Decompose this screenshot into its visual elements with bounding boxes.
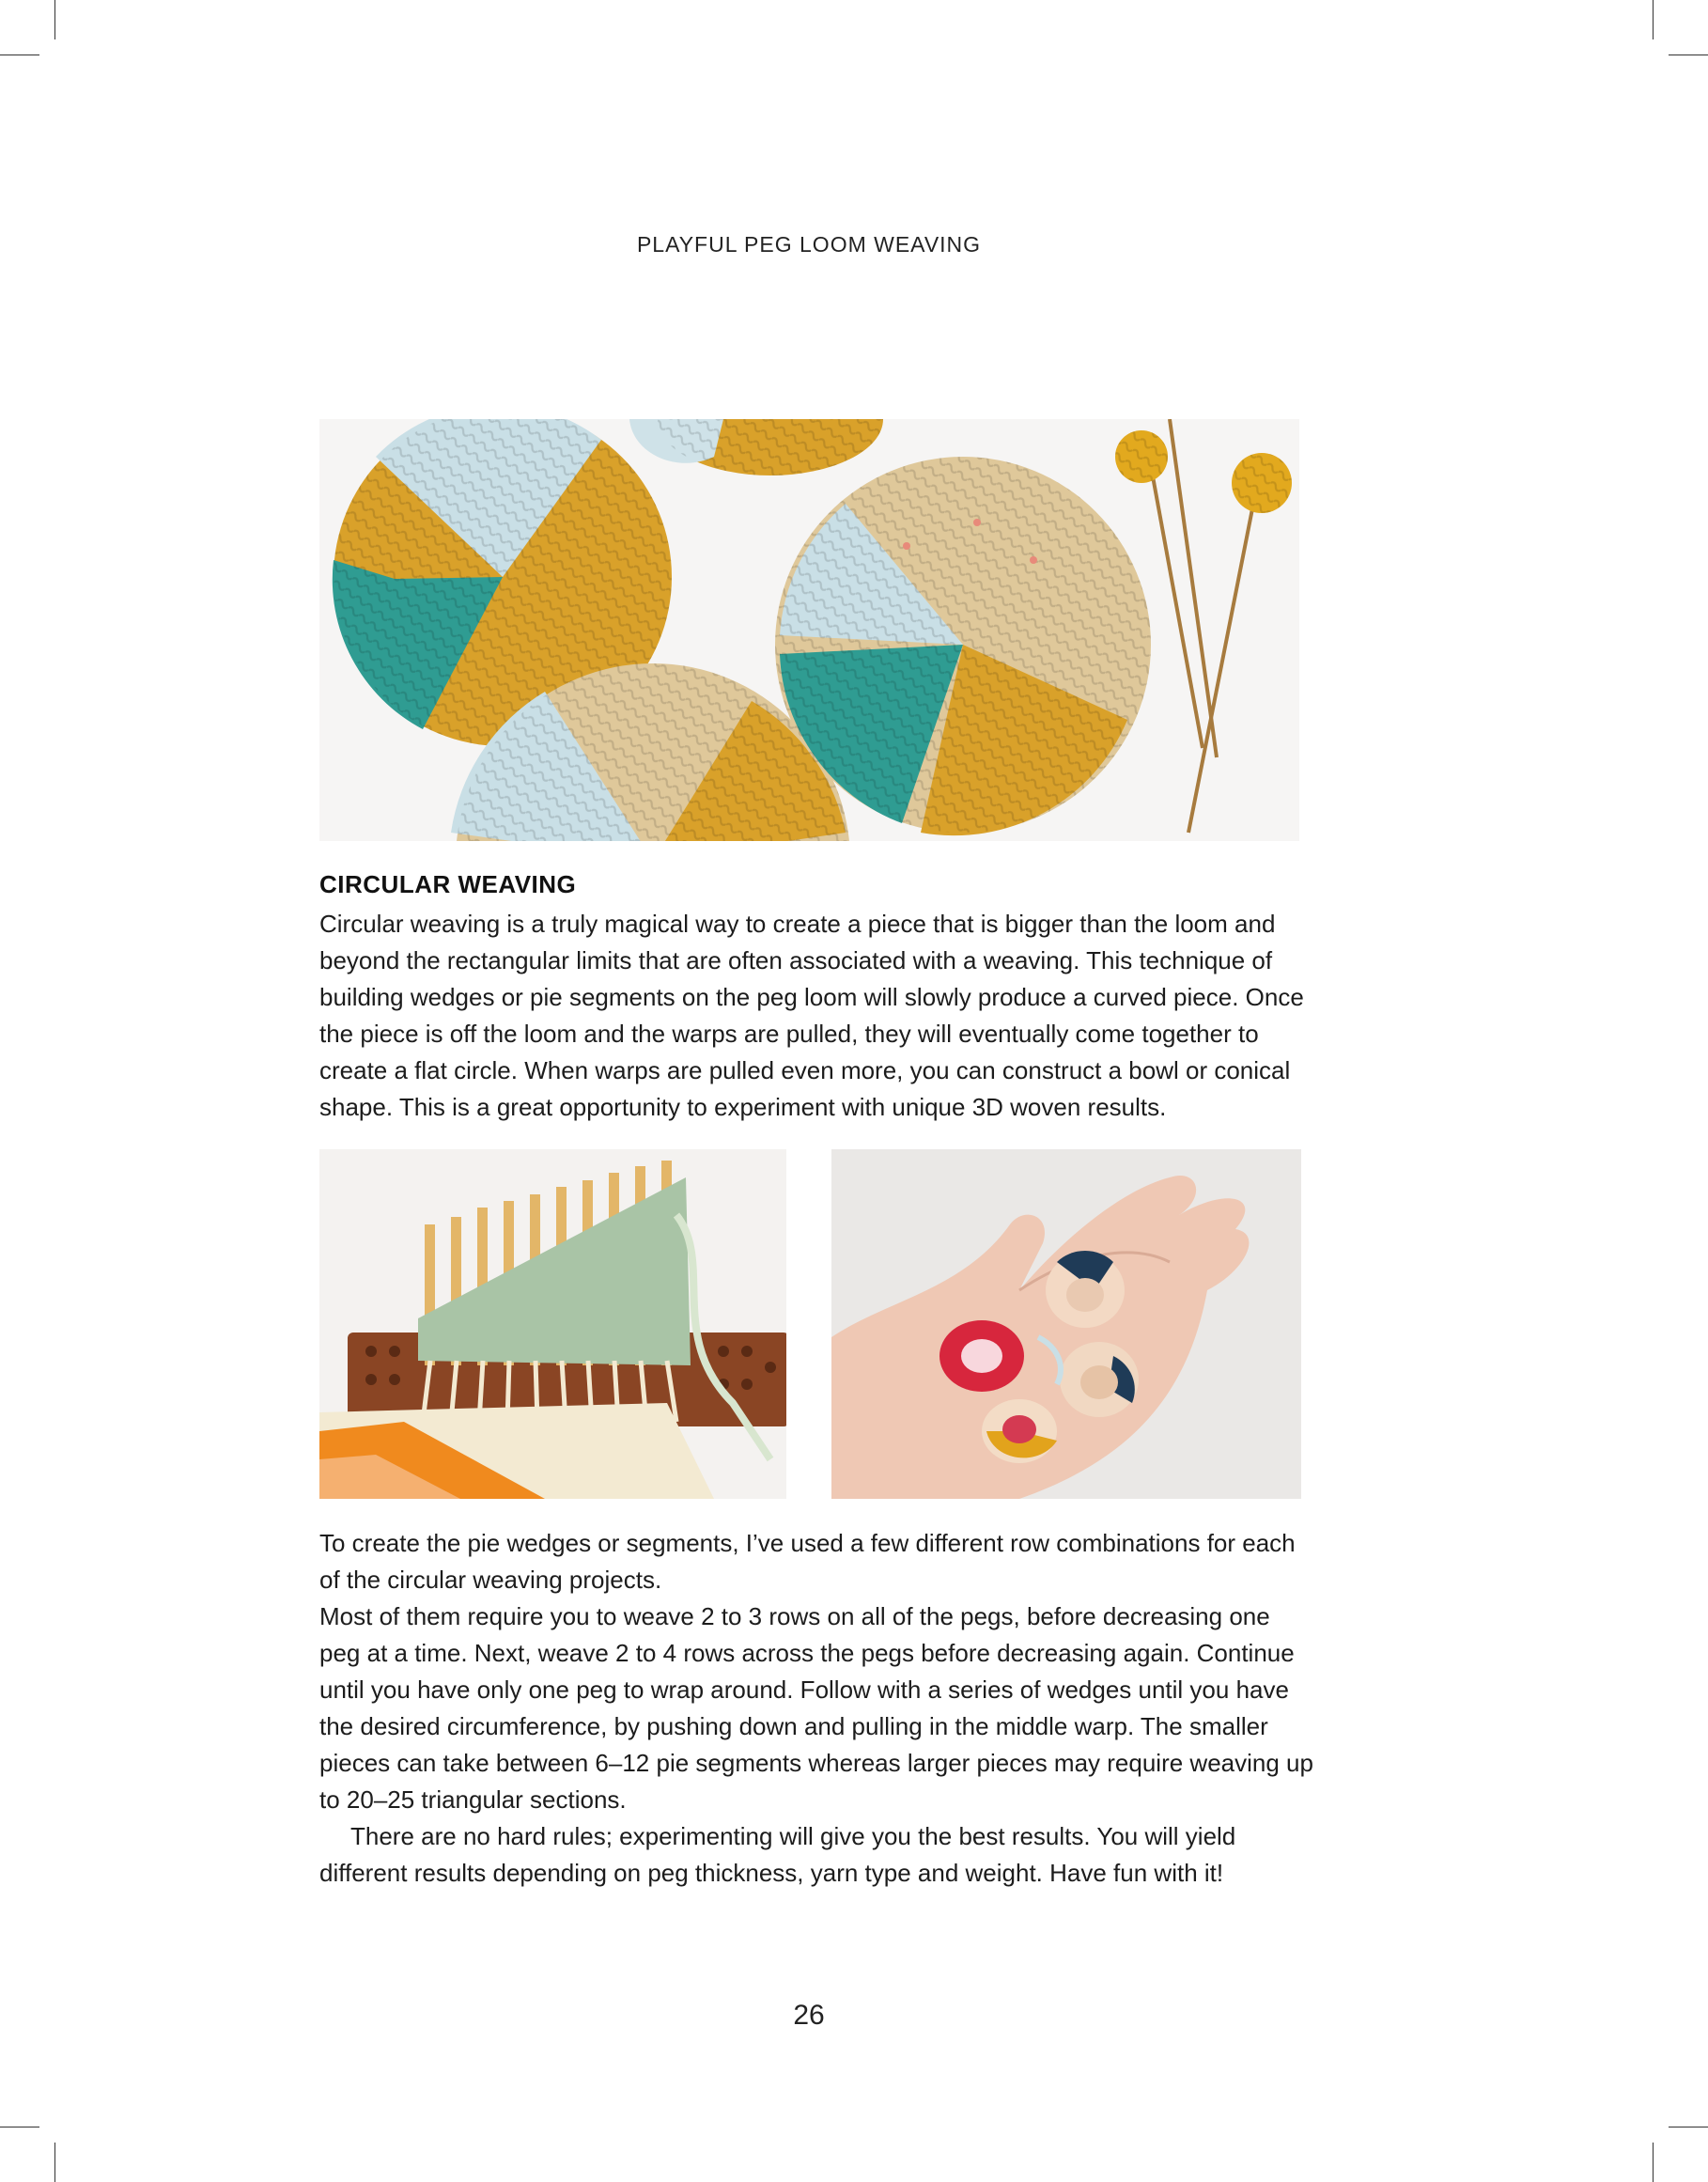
crop-mark xyxy=(1653,0,1654,39)
coaster-top-partial xyxy=(629,419,883,475)
page-number: 26 xyxy=(793,2000,825,2031)
paragraph: Most of them require you to weave 2 to 3 rows on all of the pegs, before decreasing one peg at a time. Next, weave 2 to 4 rows across the pegs before decreasing again. Continue until you have only one peg to wrap around. Follow with a series of wedges until you have the desired circumference, by pushing down and pulling in the middle warp. The smaller pieces can take between 6–12 pie segments whereas larger pieces may require weaving up to 20–25 triangular sections. xyxy=(319,1602,1313,1814)
intro-text: Circular weaving is a truly magical way to create a piece that is bigger than the loom and beyond the rectangular limits that are often associated with a weaving. This technique of building wedges or pie segments on the peg loom will slowly produce a curved piece. Once the piece is off the loom and the warps are pulled, they will eventually come together to create a flat circle. When warps are pulled even more, you can construct a bowl or conical shape. This is a great opportunity to experiment with unique 3D woven results. xyxy=(319,910,1304,1121)
crop-mark xyxy=(54,0,55,39)
paragraph: There are no hard rules; experimenting will give you the best results. You will yield different results depending on peg thickness, yarn type and weight. Have fun with it! xyxy=(319,1822,1236,1887)
coaster-center xyxy=(775,457,1151,835)
intro-paragraph xyxy=(319,906,1315,1126)
crop-mark xyxy=(1653,2143,1654,2182)
section-heading: CIRCULAR WEAVING xyxy=(319,870,577,898)
running-head: PLAYFUL PEG LOOM WEAVING xyxy=(636,232,982,257)
paragraph: To create the pie wedges or segments, I’ve used a few different row combinations for each of the circular weaving projects. xyxy=(319,1529,1296,1594)
coasters-photo xyxy=(319,419,1299,841)
crop-mark xyxy=(54,2143,55,2182)
peg-loom-photo xyxy=(319,1149,786,1499)
instructions xyxy=(319,1525,1315,1892)
mini-baskets-photo xyxy=(831,1149,1301,1499)
